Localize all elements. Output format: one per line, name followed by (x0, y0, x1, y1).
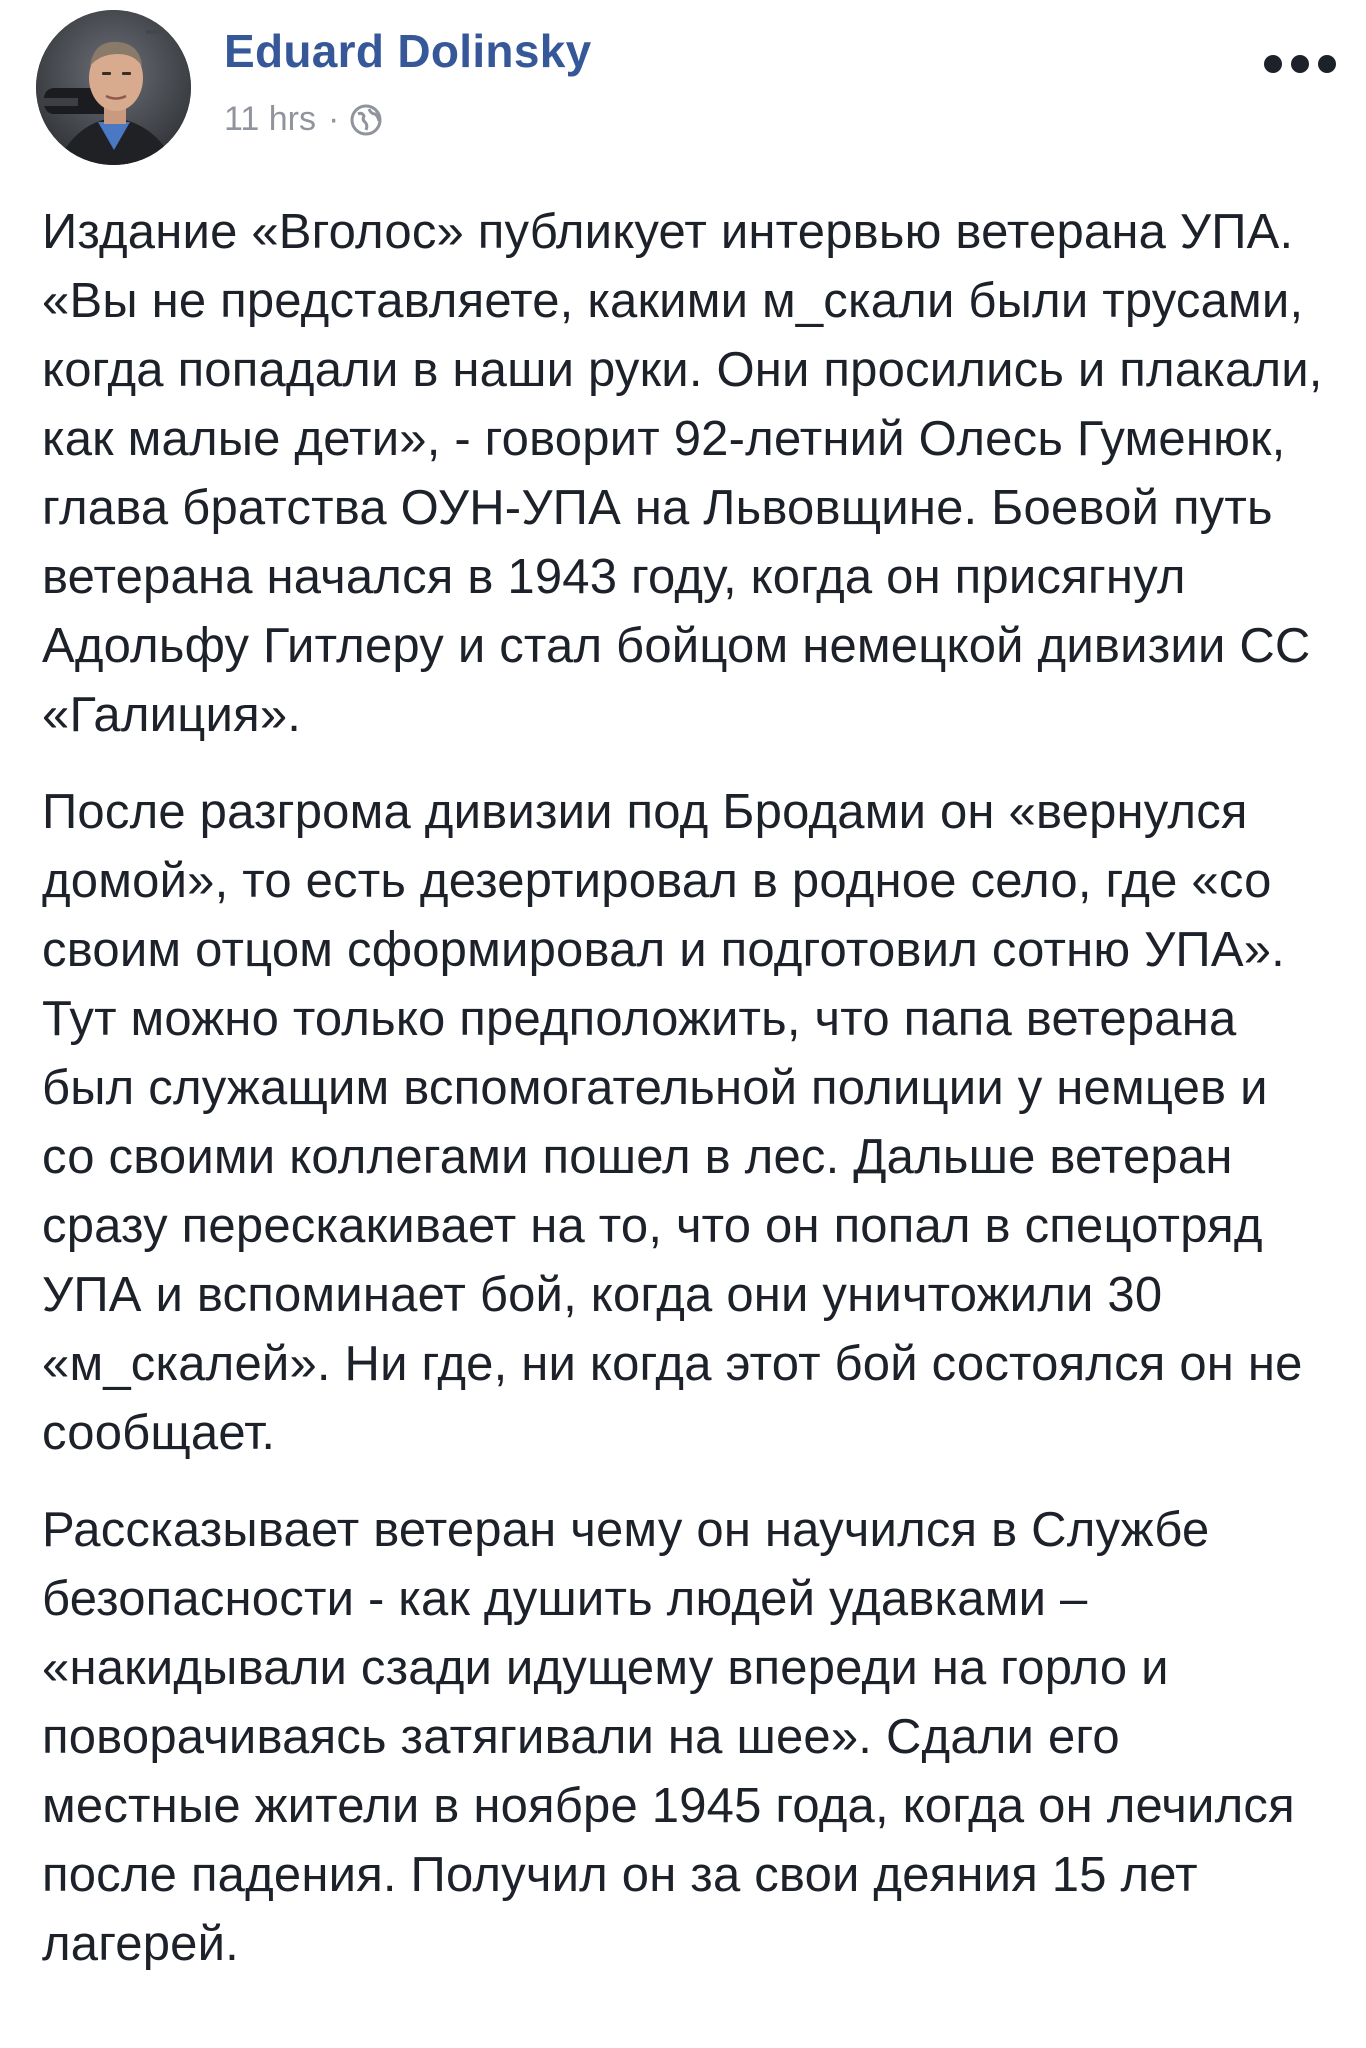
meta-separator: · (327, 100, 340, 138)
post-meta (224, 100, 383, 139)
more-dot (1264, 55, 1282, 73)
post-paragraph: Издание «Вголос» публикует интервью ветерана УПА. «Вы не представляете, какими м_скали были трусами, когда попадали в наши руки. Они просились и плакали, как малые дети», - говорит 92-летний Олесь Гуменюк, глава братства ОУН-УПА на Львовщине. Боевой путь ветерана начался в 1943 году, когда он присягнул Адольфу Гитлеру и стал бойцом немецкой дивизии СС «Галиция». (42, 205, 1323, 742)
more-options-icon[interactable] (1264, 50, 1336, 78)
author-name[interactable]: Eduard Dolinsky (224, 25, 592, 77)
globe-icon[interactable] (349, 103, 383, 137)
avatar-photo (36, 10, 191, 165)
more-dot (1318, 55, 1336, 73)
post-text (42, 198, 1332, 2007)
author-avatar[interactable] (36, 10, 191, 165)
post-header (36, 10, 1336, 170)
post-timestamp[interactable]: 11 hrs (224, 100, 316, 138)
post-paragraph: После разгрома дивизии под Бродами он «вернулся домой», то есть дезертировал в родное село, где «со своим отцом сформировал и подготовил сотню УПА». Тут можно только предположить, что папа ветерана был служащим вспомогательной полиции у немцев и со своими коллегами пошел в лес. Дальше ветеран сразу перескакивает на то, что он попал в спецотряд УПА и вспоминает бой, когда они уничтожили 30 «м_скалей». Ни где, ни когда этот бой состоялся он не сообщает. (42, 785, 1303, 1460)
more-dot (1291, 55, 1309, 73)
post-paragraph: Рассказывает ветеран чему он научился в Службе безопасности - как душить людей удавками – «накидывали сзади идущему впереди на горло и поворачиваясь затягивали на шее». Сдали его местные жители в ноябре 1945 года, когда он лечился после падения. Получил он за свои деяния 15 лет лагерей. (42, 1503, 1295, 1971)
